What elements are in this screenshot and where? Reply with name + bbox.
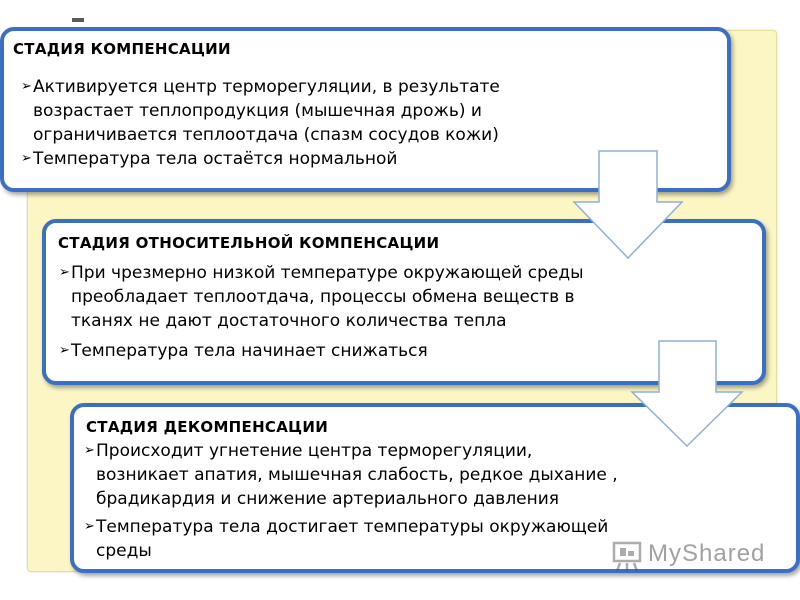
bullet-item <box>84 439 784 511</box>
arrow-bullet-icon: ➢ <box>59 343 70 358</box>
bullet-line: преобладает теплоотдача, процессы обмена веществ в <box>71 287 575 307</box>
stage-title: СТАДИЯ КОМПЕНСАЦИИ <box>13 40 231 58</box>
arrow-bullet-icon: ➢ <box>21 151 32 166</box>
bullet-line: Температура тела остаётся нормальной <box>33 149 398 169</box>
bullet-line: Происходит угнетение центра терморегуляции, <box>96 441 533 461</box>
bullet-line: возрастает теплопродукция (мышечная дрожь) и <box>33 101 482 121</box>
arrow-bullet-icon: ➢ <box>84 443 95 458</box>
bullet-line: тканях не дают достаточного количества тепла <box>71 311 507 331</box>
bullet-item <box>21 75 721 147</box>
bullet-line: брадикардия и снижение артериального давления <box>96 489 560 509</box>
bullet-line: Активируется центр терморегуляции, в результате <box>33 77 500 97</box>
bullet-line: При чрезмерно низкой температуре окружающей среды <box>71 263 584 283</box>
bullet-line: возникает апатия, мышечная слабость, редкое дыхание , <box>96 465 618 485</box>
presentation-logo-icon <box>608 537 648 573</box>
down-arrow-icon <box>630 340 744 448</box>
arrow-bullet-icon: ➢ <box>21 79 32 94</box>
bullet-line: среды <box>96 541 152 561</box>
stage-title: СТАДИЯ ДЕКОМПЕНСАЦИИ <box>86 418 329 436</box>
down-arrow-icon <box>572 150 684 260</box>
bullet-line: Температура тела достигает температуры окружающей <box>96 517 609 537</box>
bullet-line: Температура тела начинает снижаться <box>71 341 428 361</box>
bullet-line: ограничивается теплоотдача (спазм сосудов кожи) <box>33 125 499 145</box>
arrow-bullet-icon: ➢ <box>84 519 95 534</box>
arrow-bullet-icon: ➢ <box>59 265 70 280</box>
watermark-text: MyShared <box>648 540 766 567</box>
bullet-item <box>59 261 759 333</box>
stage-title: СТАДИЯ ОТНОСИТЕЛЬНОЙ КОМПЕНСАЦИИ <box>58 234 440 252</box>
